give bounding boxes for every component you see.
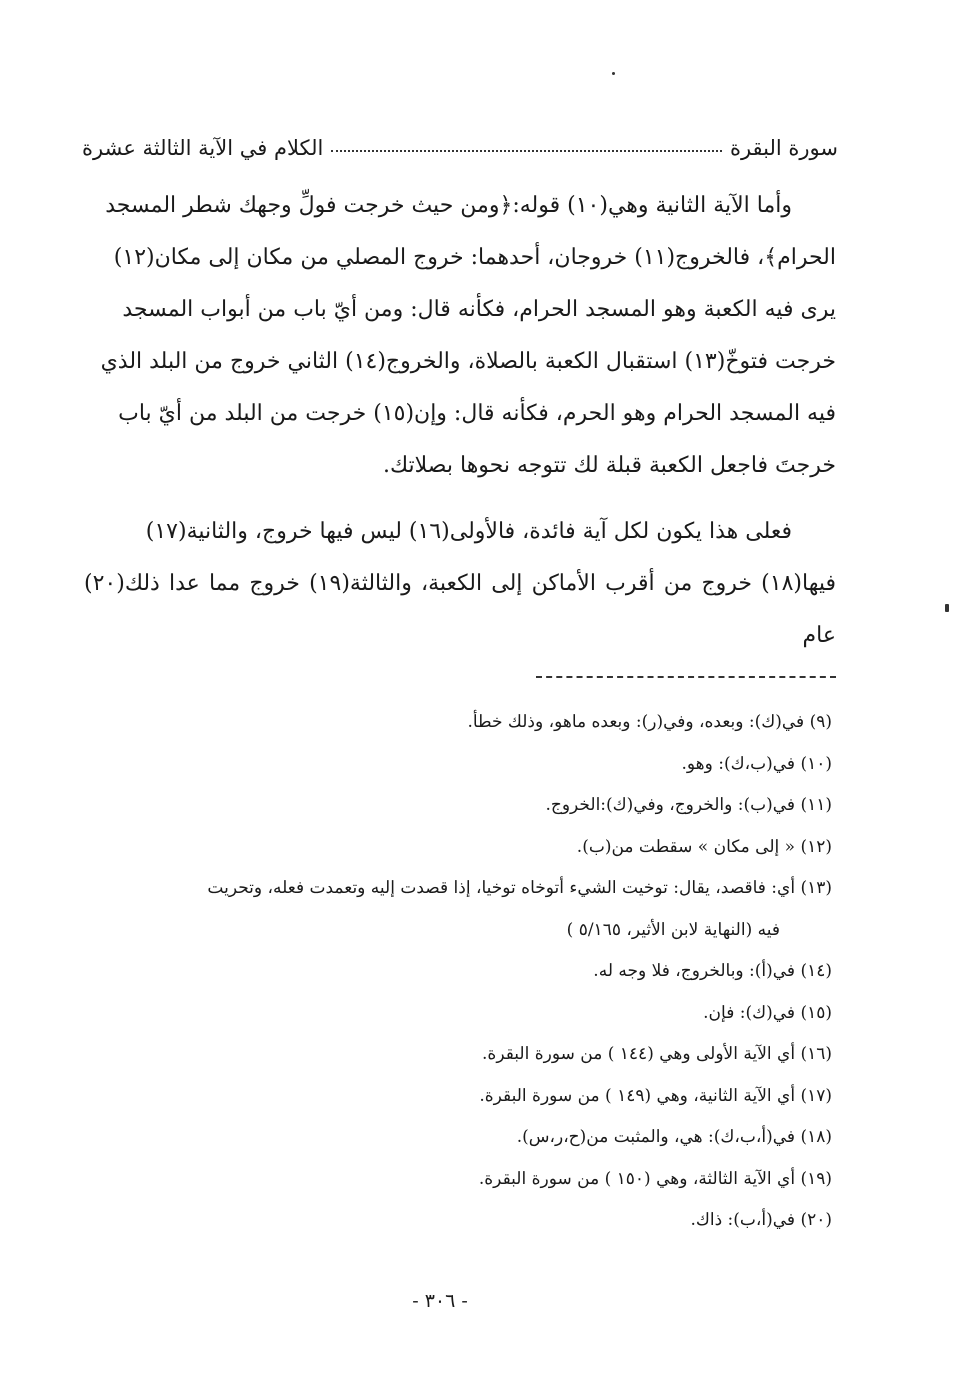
footnote: (١٧) أي الآية الثانية، وهي (١٤٩ ) من سورة البقرة.	[479, 1085, 832, 1106]
text-line: يرى فيه الكعبة وهو المسجد الحرام، فكأنه قال: ومن أيّ باب من أبواب المسجد	[122, 297, 836, 322]
main-text	[84, 180, 836, 662]
header-surah: سورة البقرة	[729, 136, 838, 160]
running-header	[82, 126, 838, 160]
footnote-continuation: فيه (النهاية لابن الأثير، ٥/١٦٥ )	[566, 919, 780, 940]
footnote: (١٢) « إلى مكان » سقطت من(ب).	[576, 836, 832, 857]
text-line: فيها(١٨) خروج من أقرب الأماكن إلى الكعبة، والثالثة(١٩) خروج مما عدا ذلك(٢٠) عام	[84, 571, 836, 648]
footnote: (١٠) في(ب،ك): وهو.	[681, 753, 832, 774]
text-line: الحرام﴾، فالخروج(١١) خروجان، أحدهما: خروج المصلي من مكان إلى مكان(١٢)	[113, 245, 836, 270]
header-topic: الكلام في الآية الثالثة عشرة	[82, 136, 324, 160]
footnote: (١٦) أي الآية الأولى وهي (١٤٤ ) من سورة البقرة.	[482, 1044, 832, 1064]
page-number: - ٣٠٦ -	[412, 1290, 468, 1312]
footnotes	[90, 702, 832, 1242]
footnote: (٩) في(ك): وبعده، وفي(ر): وبعده ماهو، وذلك خطأ.	[467, 712, 832, 732]
footnote: (١٤) في(أ): وبالخروج، فلا وجه له.	[593, 961, 832, 981]
footnote-separator	[536, 676, 836, 678]
footnote: (١٥) في(ك): فإن.	[703, 1002, 832, 1023]
scan-speck	[945, 604, 949, 612]
footnote: (١١) في(ب): والخروج، وفي(ك):الخروج.	[545, 795, 832, 815]
text-line: فيه المسجد الحرام وهو الحرم، فكأنه قال: وإن(١٥) خرجت من البلد من أيّ باب	[118, 401, 836, 426]
footnote: (١٣) أي: فاقصد، يقال: توخيت الشيء أتوخاه توخيا، إذا قصدت إليه وتعمدت فعله، وتحريت	[207, 878, 832, 898]
header-dot-leader	[331, 149, 722, 152]
paragraph	[84, 506, 836, 662]
footnote: (١٩) أي الآية الثالثة، وهي (١٥٠ ) من سورة البقرة.	[478, 1168, 832, 1189]
footnote: (٢٠) في(أ،ب): ذاك.	[690, 1210, 832, 1230]
scan-speck	[612, 72, 615, 75]
text-line: خرجت فتوخّ(١٣) استقبال الكعبة بالصلاة، والخروج(١٤) الثاني خروج من البلد الذي	[100, 349, 836, 374]
text-line: خرجتَ فاجعل الكعبة قبلة لك تتوجه نحوها بصلاتك.	[383, 453, 836, 478]
text-line: فعلى هذا يكون لكل آية فائدة، فالأولى(١٦) ليس فيها خروج، والثانية(١٧)	[145, 519, 792, 544]
footnote: (١٨) في(أ،ب،ك): هي، والمثبت من(ح،ر،س).	[516, 1127, 832, 1147]
text-line: وأما الآية الثانية وهي(١٠) قوله:﴿ومن حيث خرجت فولِّ وجهك شطر المسجد	[105, 193, 792, 218]
paragraph	[84, 180, 836, 492]
